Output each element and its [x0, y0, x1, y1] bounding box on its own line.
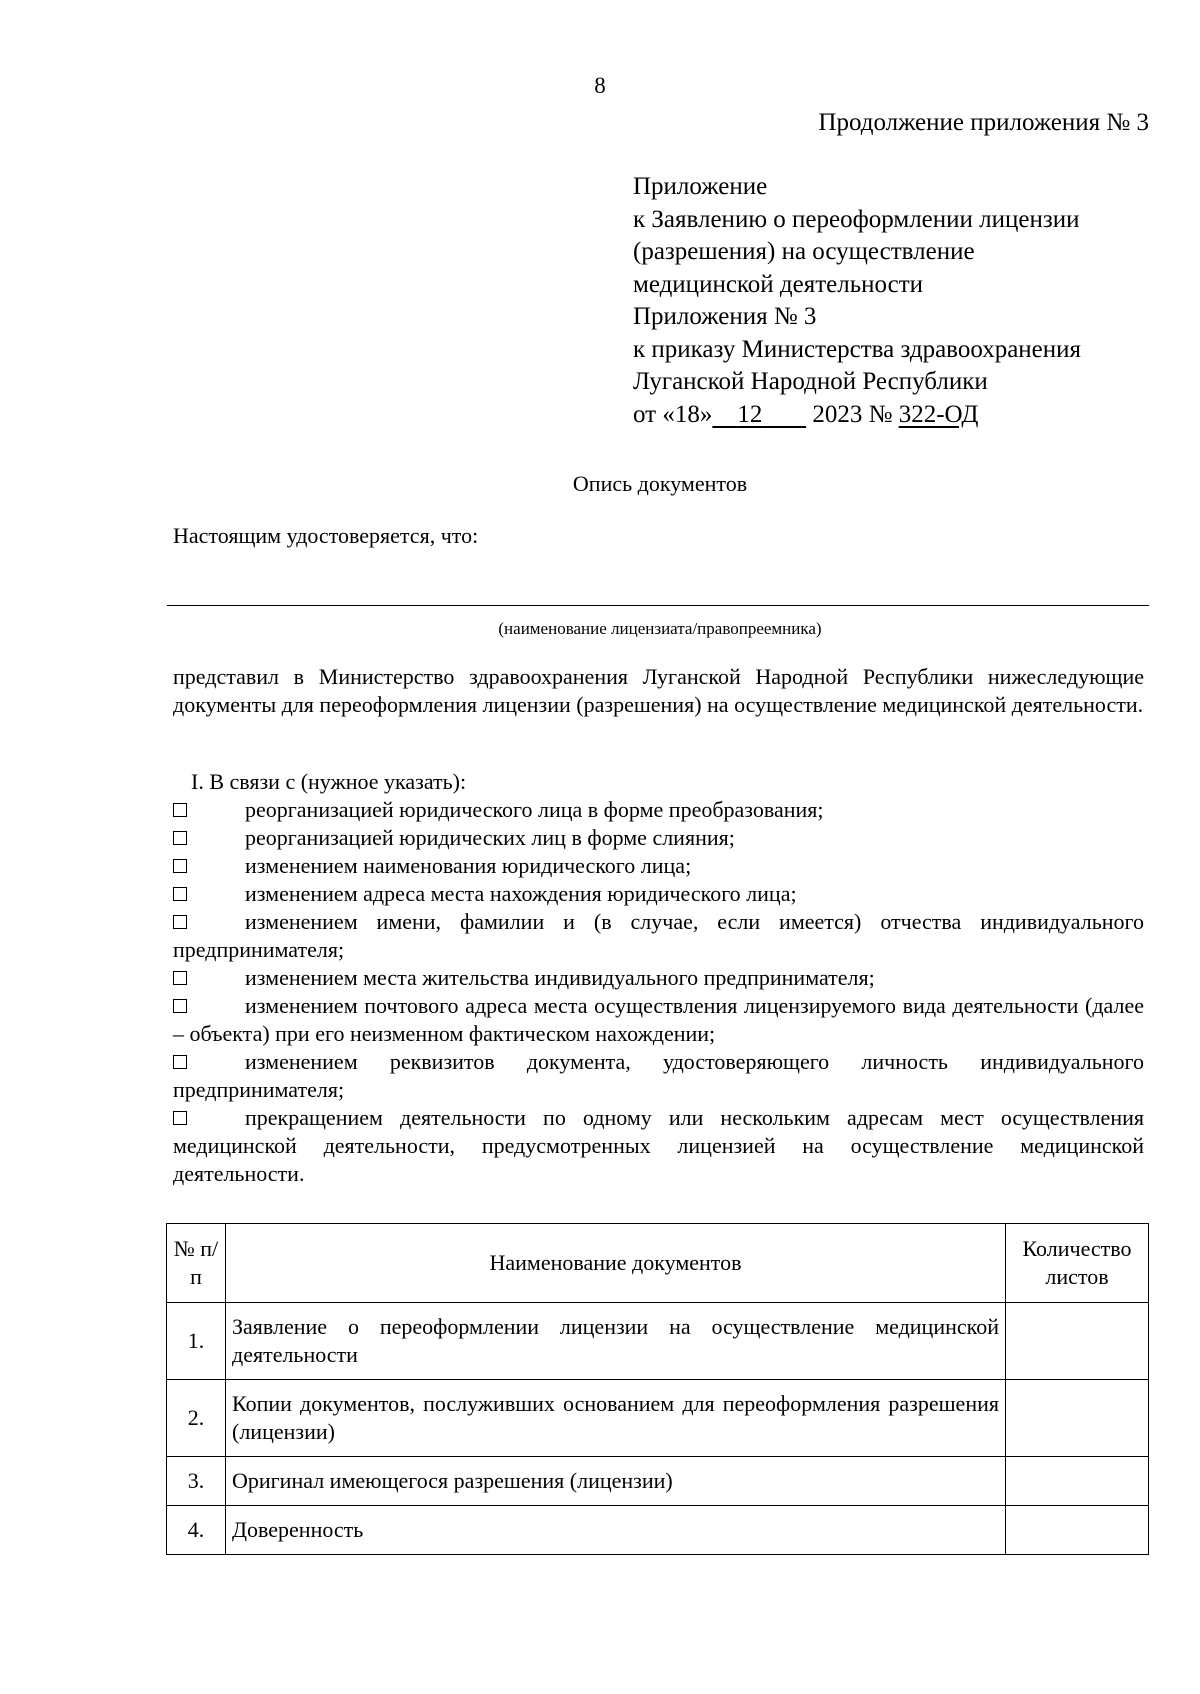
- reason-item: изменением реквизитов документа, удостоверяющего личность индивидуального предпринимателя;: [173, 1049, 1144, 1102]
- reasons-heading: I. В связи с (нужное указать):: [191, 769, 467, 794]
- licensee-name-line: [167, 605, 1149, 606]
- reason-item: реорганизацией юридического лица в форме преобразования;: [173, 796, 1144, 824]
- document-name: Оригинал имеющегося разрешения (лицензии): [226, 1457, 1006, 1506]
- reason-item: прекращением деятельности по одному или нескольким адресам мест осуществления медицинской деятельности, предусмотренных лицензией на осуществление медицинской деятельности.: [173, 1105, 1144, 1186]
- column-header-quantity: Количество листов: [1006, 1224, 1149, 1303]
- checkbox[interactable]: [173, 887, 187, 901]
- checkbox[interactable]: [173, 803, 187, 817]
- checkbox[interactable]: [173, 831, 187, 845]
- table-row: [167, 1303, 1149, 1380]
- appendix-line-6: к приказу Министерства здравоохранения: [633, 335, 1082, 363]
- sheet-count-cell[interactable]: [1006, 1380, 1149, 1457]
- date-month: 12: [737, 400, 763, 428]
- appendix-line-1: Приложение: [633, 173, 768, 200]
- page-number: 8: [594, 73, 606, 98]
- reason-item: изменением места жительства индивидуального предпринимателя;: [173, 964, 1144, 992]
- appendix-line-4: медицинской деятельности: [633, 270, 924, 298]
- reasons-section: [173, 768, 1144, 1188]
- checkbox[interactable]: [173, 971, 187, 985]
- appendix-reference-block: [633, 171, 1081, 431]
- row-number: 1.: [167, 1303, 226, 1380]
- row-number: 4.: [167, 1506, 226, 1555]
- table-row: [167, 1457, 1149, 1506]
- row-number: 3.: [167, 1457, 226, 1506]
- table-row: [167, 1506, 1149, 1555]
- reason-item: изменением адреса места нахождения юридического лица;: [173, 880, 1144, 908]
- column-header-number: № п/п: [167, 1224, 226, 1303]
- appendix-line-5: Приложения № 3: [633, 303, 817, 330]
- reason-item: изменением имени, фамилии и (в случае, если имеется) отчества индивидуального предпринимателя;: [173, 909, 1144, 962]
- order-number: 322-ОД: [898, 400, 979, 428]
- checkbox[interactable]: [173, 1111, 187, 1125]
- appendix-line-7: Луганской Народной Республики: [633, 368, 988, 395]
- checkbox[interactable]: [173, 859, 187, 873]
- sheet-count-cell[interactable]: [1006, 1303, 1149, 1380]
- reason-item: реорганизацией юридических лиц в форме слияния;: [173, 824, 1144, 852]
- document-name: Доверенность: [226, 1506, 1006, 1555]
- appendix-line-3: (разрешения) на осуществление: [633, 238, 975, 265]
- document-title: Опись документов: [572, 471, 748, 496]
- row-number: 2.: [167, 1380, 226, 1457]
- reason-item: изменением почтового адреса места осуществления лицензируемого вида деятельности (далее – объекта) при его неизменном фактическом нахождении;: [173, 993, 1144, 1046]
- date-year: 2023 №: [812, 400, 893, 428]
- reason-item: изменением наименования юридического лица;: [173, 852, 1144, 880]
- certify-statement: Настоящим удостоверяется, что:: [173, 523, 479, 548]
- table-header-row: [167, 1224, 1149, 1303]
- document-name: Копии документов, послуживших основанием для переоформления разрешения (лицензии): [226, 1380, 1006, 1457]
- table-row: [167, 1380, 1149, 1457]
- continuation-header: Продолжение приложения № 3: [818, 109, 1149, 136]
- checkbox[interactable]: [173, 915, 187, 929]
- licensee-caption: (наименование лицензиата/правопреемника): [498, 619, 822, 638]
- documents-table: [166, 1223, 1149, 1555]
- checkbox[interactable]: [173, 999, 187, 1013]
- order-date-line: [633, 399, 1081, 432]
- appendix-line-2: к Заявлению о переоформлении лицензии: [633, 205, 1080, 233]
- column-header-name: Наименование документов: [226, 1224, 1006, 1303]
- sheet-count-cell[interactable]: [1006, 1506, 1149, 1555]
- document-name: Заявление о переоформлении лицензии на осуществление медицинской деятельности: [226, 1303, 1006, 1380]
- sheet-count-cell[interactable]: [1006, 1457, 1149, 1506]
- intro-paragraph: представил в Министерство здравоохранения Луганской Народной Республики нижеследующие документы для переоформления лицензии (разрешения) на осуществление медицинской деятельности.: [173, 664, 1144, 717]
- date-prefix: от «18»: [633, 400, 713, 428]
- checkbox[interactable]: [173, 1055, 187, 1069]
